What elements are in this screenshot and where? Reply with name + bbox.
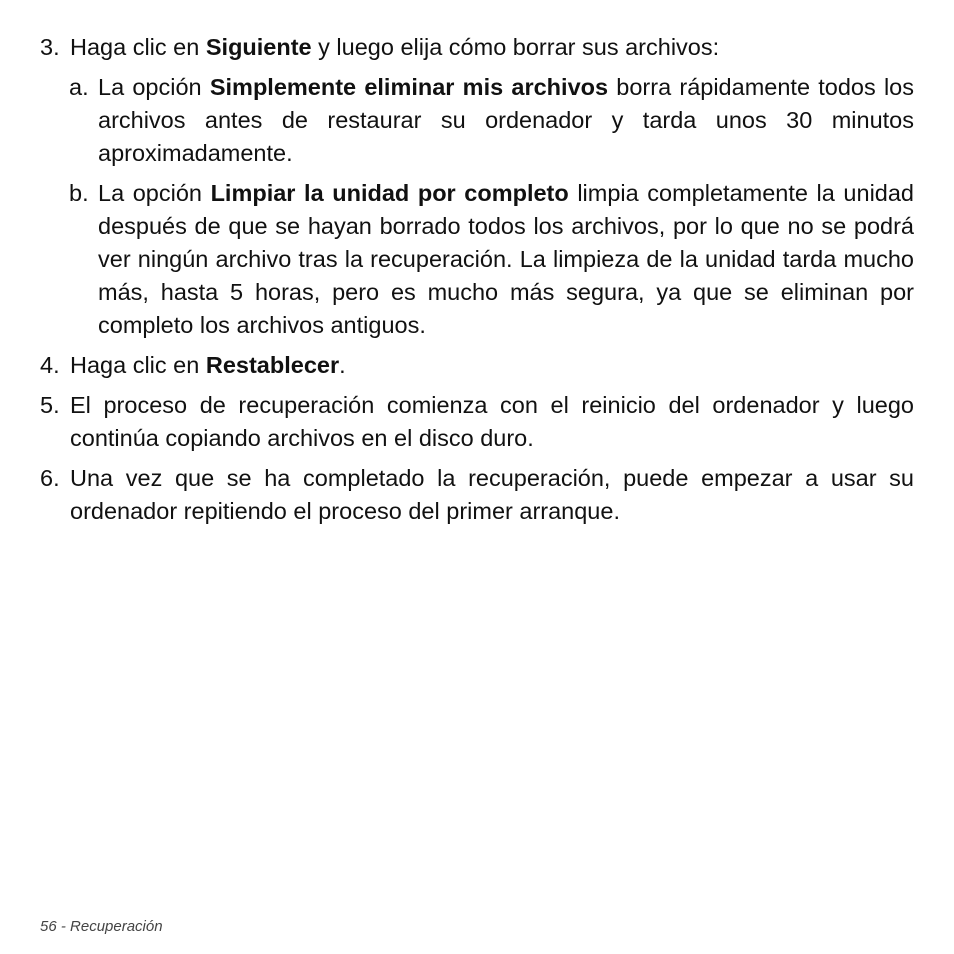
list-number: 5.: [40, 392, 60, 418]
list-number: 4.: [40, 352, 60, 378]
list-item-content: [70, 31, 914, 342]
page-footer: 56 - Recuperación: [40, 918, 163, 935]
bold-term: Simplemente eliminar mis archivos: [209, 74, 609, 100]
sub-letter: a.: [69, 74, 89, 100]
text-segment: La opción: [98, 180, 211, 206]
text-segment: Haga clic en: [70, 34, 206, 60]
list-item-4: [40, 349, 914, 382]
document-body: [40, 31, 914, 535]
list-item-text: [70, 31, 914, 64]
list-item-5: [40, 389, 914, 455]
list-number: 3.: [40, 34, 60, 60]
list-item-3: [40, 31, 914, 342]
sub-letter: b.: [69, 180, 89, 206]
sub-item-text: [98, 71, 914, 170]
text-segment: .: [339, 352, 346, 378]
sub-item-a: [69, 71, 914, 170]
text-segment: Haga clic en: [70, 352, 206, 378]
text-segment: borra rápidamente todos los archivos antes de restaurar su ordenador y tarda unos 30 minutos aproximadamente.: [98, 74, 914, 166]
sub-item-text: [98, 177, 914, 342]
list-number: 6.: [40, 465, 60, 491]
sub-list: [69, 71, 914, 342]
text-segment: limpia completamente la unidad después de que se hayan borrado todos los archivos, por lo que no se podrá ver ningún archivo tras la recuperación. La limpieza de la unidad tarda mucho más, hasta 5 horas, pero es mucho más segura, ya que se eliminan por completo los archivos antiguos.: [98, 180, 914, 338]
bold-term: Siguiente: [205, 34, 312, 60]
list-item-text: El proceso de recuperación comienza con el reinicio del ordenador y luego continúa copiando archivos en el disco duro.: [70, 392, 914, 451]
sub-item-b: [69, 177, 914, 342]
list-item-text: Una vez que se ha completado la recuperación, puede empezar a usar su ordenador repitiendo el proceso del primer arranque.: [70, 465, 914, 524]
bold-term: Limpiar la unidad por completo: [210, 180, 569, 206]
list-item-6: [40, 462, 914, 528]
text-segment: La opción: [98, 74, 210, 100]
list-item-text: [70, 349, 914, 382]
text-segment: y luego elija cómo borrar sus archivos:: [311, 34, 720, 60]
bold-term: Restablecer: [205, 352, 340, 378]
